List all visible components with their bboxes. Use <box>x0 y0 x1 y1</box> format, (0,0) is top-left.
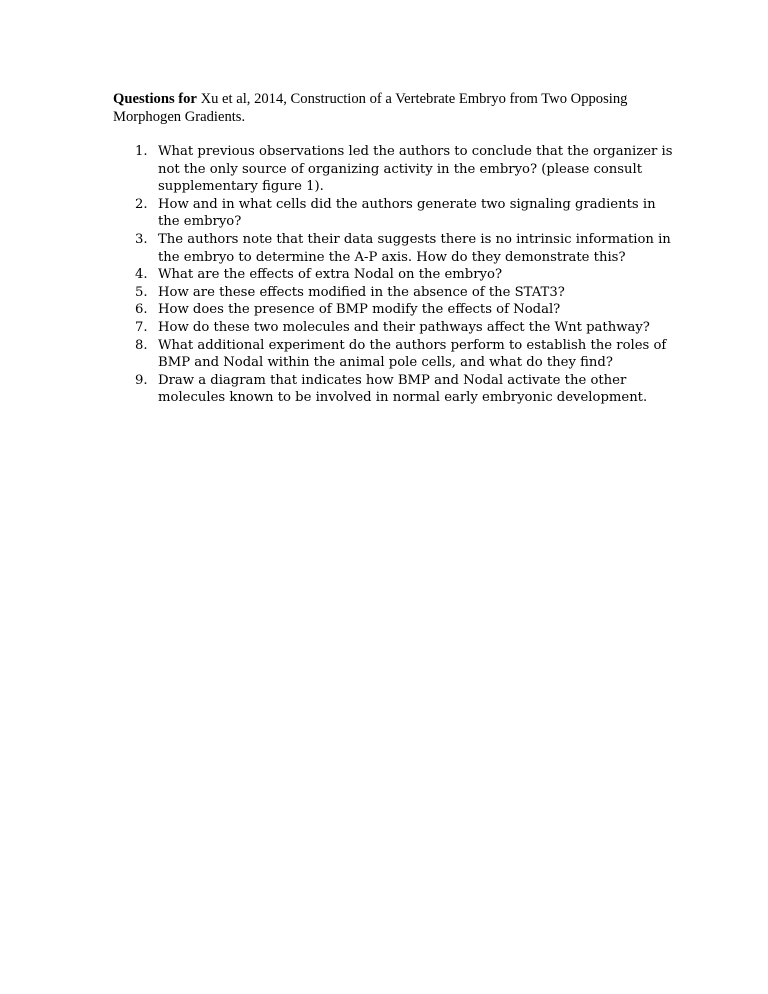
question-text: Draw a diagram that indicates how BMP and Nodal activate the other molecules known to be involved in normal early embryonic development. <box>158 372 648 406</box>
question-text: How and in what cells did the authors generate two signaling gradients in the embryo? <box>158 196 656 230</box>
heading-lead: Questions for <box>113 91 197 107</box>
question-item <box>113 337 673 372</box>
question-text: How does the presence of BMP modify the effects of Nodal? <box>158 302 561 318</box>
question-text: The authors note that their data suggests there is no intrinsic information in the embryo to determine the A-P axis. How do they demonstrate this? <box>158 231 671 265</box>
question-item <box>113 319 673 337</box>
document-heading <box>113 90 673 126</box>
question-item <box>113 196 673 231</box>
question-number: 4. <box>135 267 148 283</box>
question-number: 9. <box>135 372 148 388</box>
question-text: What additional experiment do the authors perform to establish the roles of BMP and Nodal within the animal pole cells, and what do they find? <box>158 337 667 371</box>
question-text: How do these two molecules and their pathways affect the Wnt pathway? <box>158 319 650 335</box>
question-number: 8. <box>135 337 148 353</box>
question-text: What are the effects of extra Nodal on the embryo? <box>158 267 503 283</box>
question-number: 2. <box>135 196 148 212</box>
question-text: What previous observations led the authors to conclude that the organizer is not the only source of organizing activity in the embryo? (please consult supplementary figure 1). <box>158 144 673 195</box>
question-text: How are these effects modified in the absence of the STAT3? <box>158 284 565 300</box>
question-item <box>113 372 673 407</box>
question-number: 5. <box>135 284 148 300</box>
question-number: 6. <box>135 302 148 318</box>
heading-citation: Xu et al, 2014, Construction of a Vertebrate Embryo from Two Opposing Morphogen Gradients. <box>113 91 628 125</box>
question-number: 1. <box>135 144 148 159</box>
question-item <box>113 301 673 319</box>
question-item <box>113 284 673 302</box>
question-number: 3. <box>135 231 148 247</box>
question-item <box>113 143 673 196</box>
question-item <box>113 266 673 284</box>
question-list <box>113 143 673 407</box>
question-number: 7. <box>135 319 148 335</box>
question-item <box>113 231 673 266</box>
